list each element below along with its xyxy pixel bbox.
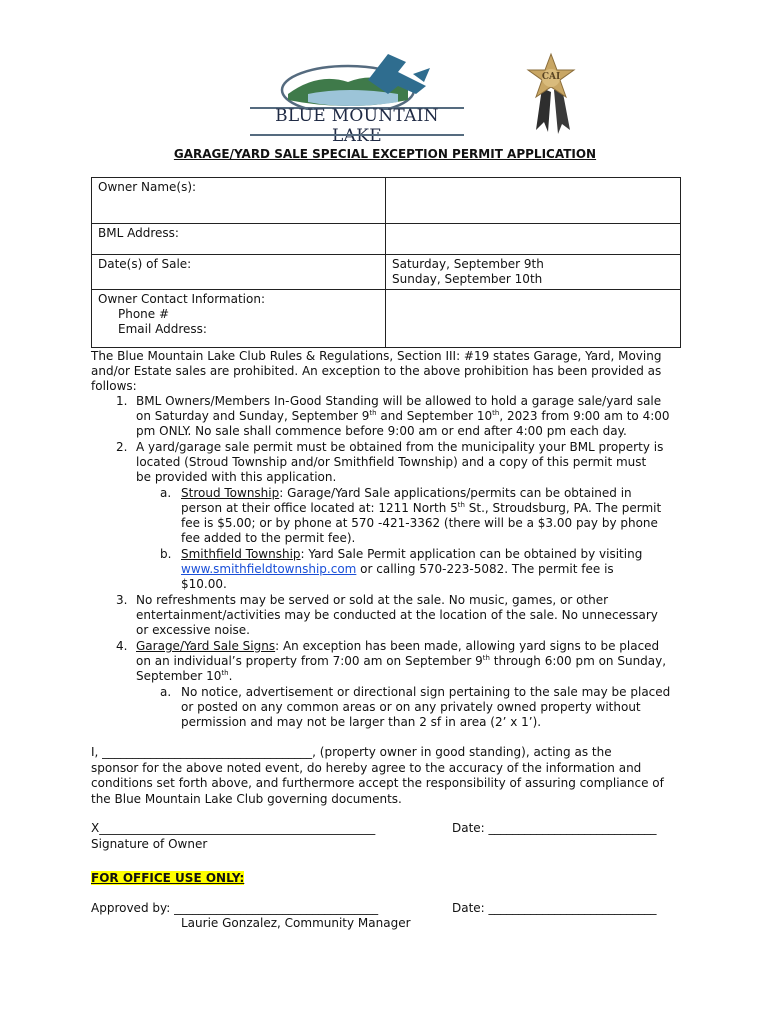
rule-line: permission and may not be larger than 2 sf in area (2’ x 1’). (181, 715, 542, 729)
phone-label: Phone # (118, 307, 170, 321)
rule-1-number: 1. (116, 394, 128, 408)
contact-field[interactable] (386, 290, 681, 348)
intro-paragraph (91, 349, 661, 394)
rule-line: person at their office located at: 1211 North 5th St., Stroudsburg, PA. The permit (181, 501, 662, 515)
email-label: Email Address: (118, 322, 207, 336)
star-badge-icon (524, 52, 578, 136)
dates-field (386, 255, 681, 290)
badge-text: CAI (541, 72, 561, 82)
dates-label: Date(s) of Sale: (98, 257, 192, 271)
rule-2a-letter: a. (160, 486, 172, 500)
rule-2b-letter: b. (160, 547, 172, 561)
rule-3-number: 3. (116, 593, 128, 607)
rule-4-number: 4. (116, 639, 128, 653)
owner-names-label: Owner Name(s): (98, 180, 197, 194)
rule-3 (136, 593, 658, 638)
address-label: BML Address: (98, 226, 179, 240)
rule-line: Smithfield Township: Yard Sale Permit application can be obtained by visiting (181, 547, 643, 561)
owner-names-label-cell (92, 178, 386, 224)
rule-line: No notice, advertisement or directional sign pertaining to the sale may be placed (181, 685, 671, 699)
rule-line: or posted on any common areas or on any privately owned property without (181, 700, 641, 714)
sale-date-1: Saturday, September 9th (392, 257, 544, 271)
rule-2-number: 2. (116, 440, 128, 454)
rule-line: Garage/Yard Sale Signs: An exception has been made, allowing yard signs to be placed (136, 639, 660, 653)
rule-line: entertainment/activities may be conducted at the location of the sale. No unnecessary (136, 608, 658, 622)
logo-text: BLUE MOUNTAIN LAKE (275, 106, 439, 146)
rule-line: on Saturday and Sunday, September 9th and September 10th, 2023 from 9:00 am to 4:00 (136, 409, 670, 423)
rule-line: on an individual’s property from 7:00 am on September 9th through 6:00 pm on Sunday, (136, 654, 667, 668)
owner-info-table (91, 177, 681, 348)
intro-line: The Blue Mountain Lake Club Rules & Regulations, Section III: #19 states Garage, Yard, Moving (91, 349, 662, 363)
cai-badge (524, 52, 578, 136)
sale-date-2: Sunday, September 10th (392, 272, 543, 286)
dates-label-cell (92, 255, 386, 290)
rule-2b (181, 547, 642, 592)
contact-label: Owner Contact Information: (98, 292, 266, 306)
rule-line: BML Owners/Members In-Good Standing will be allowed to hold a garage sale/yard sale (136, 394, 662, 408)
signature-caption: Signature of Owner (91, 837, 208, 851)
address-field[interactable] (386, 224, 681, 255)
rule-line: fee added to the permit fee). (181, 531, 356, 545)
rule-line: Stroud Township: Garage/Yard Sale applications/permits can be obtained in (181, 486, 632, 500)
manager-name: Laurie Gonzalez, Community Manager (181, 916, 411, 930)
intro-line: follows: (91, 379, 137, 393)
rule-line: located (Stroud Township and/or Smithfield Township) and a copy of this permit must (136, 455, 647, 469)
signature-date-line[interactable]: Date: ____________________________ (452, 821, 657, 835)
rule-line: fee is $5.00; or by phone at 570 -421-3362 (there will be a $3.00 pay by phone (181, 516, 658, 530)
rule-line: A yard/garage sale permit must be obtained from the municipality your BML property is (136, 440, 664, 454)
agreement-line: sponsor for the above noted event, do hereby agree to the accuracy of the information and (91, 760, 642, 775)
intro-line: and/or Estate sales are prohibited. An exception to the above prohibition has been provided as (91, 364, 662, 378)
rule-line: No refreshments may be served or sold at the sale. No music, games, or other (136, 593, 609, 607)
page-title: GARAGE/YARD SALE SPECIAL EXCEPTION PERMIT APPLICATION (173, 147, 597, 161)
rule-line: www.smithfieldtownship.com or calling 570-223-5082. The permit fee is (181, 562, 614, 576)
rule-line: or excessive noise. (136, 623, 250, 637)
blue-mountain-lake-logo (248, 50, 466, 146)
owner-names-field[interactable] (386, 178, 681, 224)
logo-underline (248, 132, 466, 140)
rule-line: $10.00. (181, 577, 227, 591)
rule-1 (136, 394, 670, 439)
owner-signature-line[interactable]: X______________________________________________ (91, 821, 376, 835)
agreement-line: the Blue Mountain Lake Club governing documents. (91, 791, 402, 806)
rule-2 (136, 440, 663, 485)
rule-line: September 10th. (136, 669, 233, 683)
rule-4a-letter: a. (160, 685, 172, 699)
stroud-township-label: Stroud Township (181, 486, 280, 500)
agreement-line: conditions set forth above, and furthermore accept the responsibility of assuring compliance of (91, 776, 664, 790)
address-label-cell (92, 224, 386, 255)
office-date-line[interactable]: Date: ____________________________ (452, 901, 657, 915)
agreement-paragraph (91, 745, 664, 807)
agreement-line: I, ___________________________________, (property owner in good standing), acting as the (91, 745, 612, 759)
office-use-label: FOR OFFICE USE ONLY: (91, 871, 245, 885)
approved-by-line[interactable]: Approved by: __________________________________ (91, 901, 379, 915)
contact-label-cell (92, 290, 386, 348)
rule-line: be provided with this application. (136, 470, 337, 484)
smithfield-website-link[interactable]: www.smithfieldtownship.com (181, 562, 357, 576)
logo-graphic (248, 50, 466, 110)
yard-sale-signs-label: Garage/Yard Sale Signs (136, 639, 276, 653)
rule-line: pm ONLY. No sale shall commence before 9:00 am or end after 4:00 pm each day. (136, 424, 627, 438)
smithfield-township-label: Smithfield Township (181, 547, 301, 561)
office-use-heading (91, 871, 244, 886)
rule-4a (181, 685, 670, 730)
rule-2a (181, 486, 661, 546)
rule-4 (136, 639, 666, 684)
